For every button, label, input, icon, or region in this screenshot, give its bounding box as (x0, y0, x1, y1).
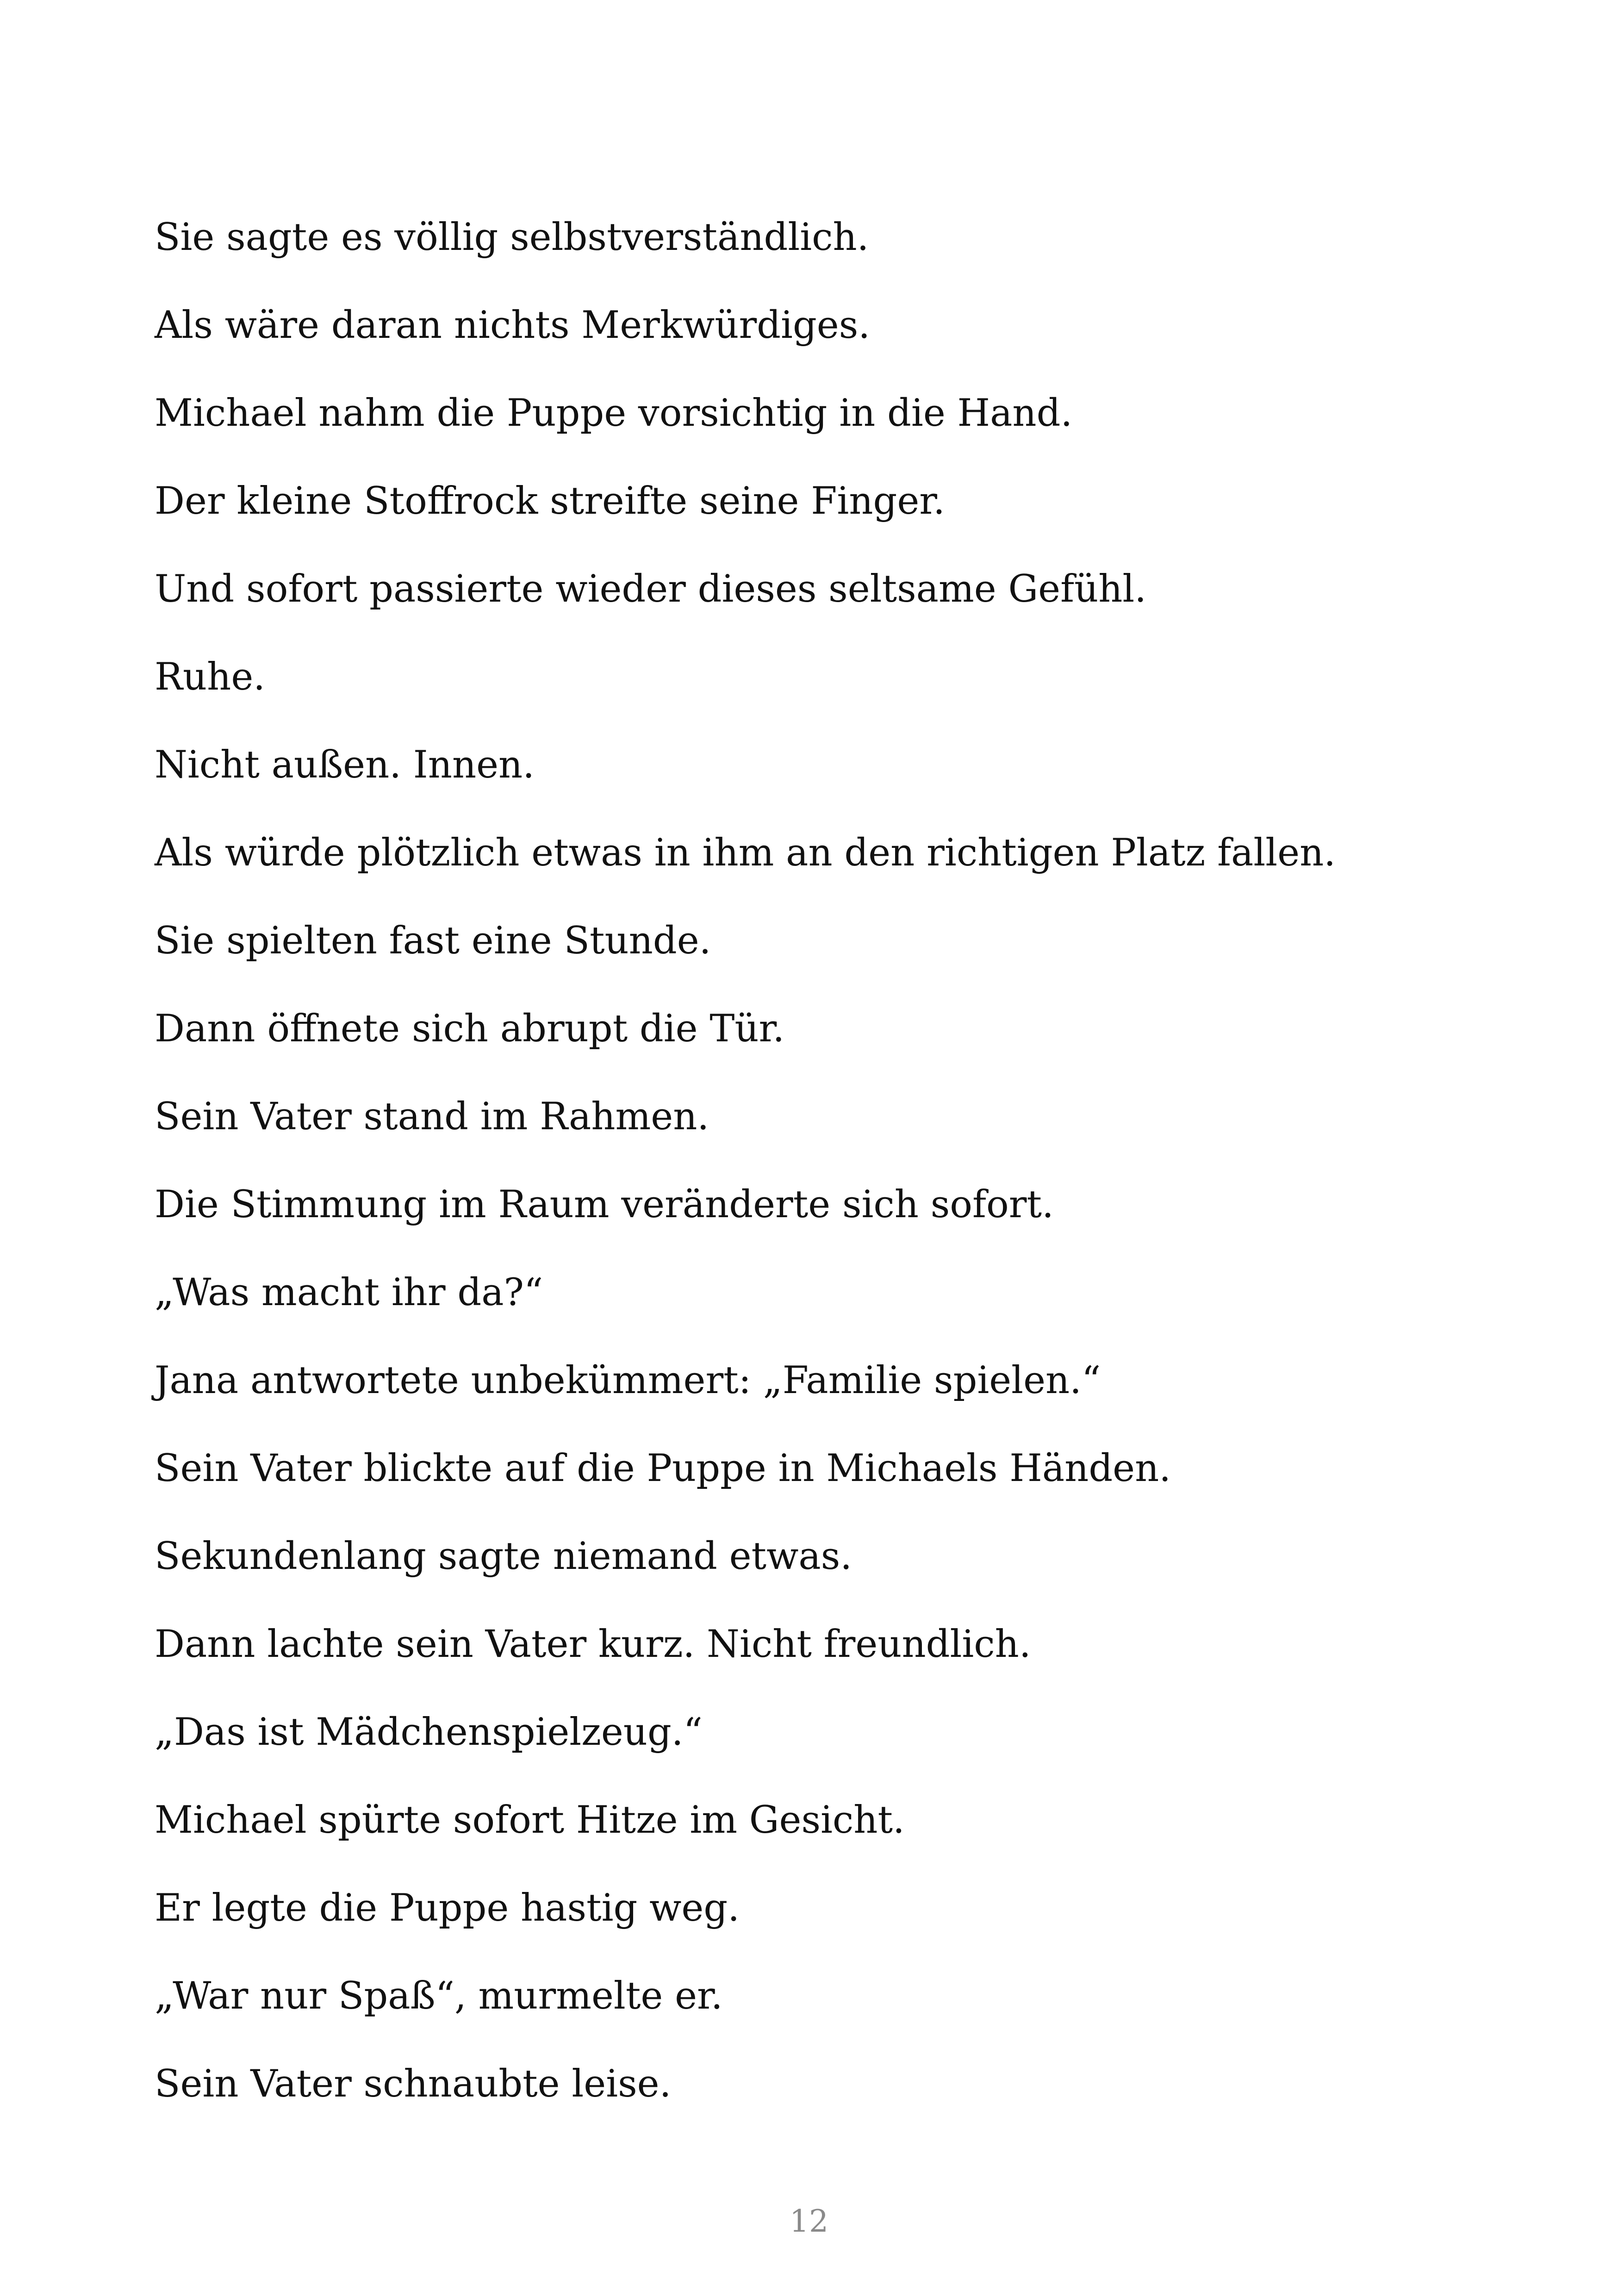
text-body (155, 193, 1497, 2128)
paragraph: Sein Vater blickte auf die Puppe in Michaels Händen. (155, 1447, 1171, 1490)
paragraph: Als würde plötzlich etwas in ihm an den richtigen Platz fallen. (155, 831, 1336, 875)
paragraph: „Was macht ihr da?“ (155, 1271, 543, 1314)
paragraph: Er legte die Puppe hastig weg. (155, 1886, 740, 1930)
paragraph: Und sofort passierte wieder dieses seltsame Gefühl. (155, 567, 1147, 611)
paragraph: Ruhe. (155, 655, 266, 699)
paragraph: Der kleine Stoffrock streifte seine Finger. (155, 479, 945, 523)
paragraph: „War nur Spaß“, murmelte er. (155, 1974, 723, 2018)
paragraph: Dann lachte sein Vater kurz. Nicht freundlich. (155, 1623, 1031, 1666)
paragraph: Sie spielten fast eine Stunde. (155, 919, 711, 963)
paragraph: Sein Vater stand im Rahmen. (155, 1095, 709, 1139)
paragraph: „Das ist Mädchenspielzeug.“ (155, 1711, 703, 1754)
paragraph: Nicht außen. Innen. (155, 743, 535, 787)
paragraph: Sekundenlang sagte niemand etwas. (155, 1535, 853, 1578)
paragraph: Michael spürte sofort Hitze im Gesicht. (155, 1798, 905, 1842)
paragraph: Als wäre daran nichts Merkwürdiges. (155, 304, 871, 347)
paragraph: Michael nahm die Puppe vorsichtig in die Hand. (155, 392, 1073, 435)
page-number: 12 (790, 2203, 828, 2239)
paragraph: Sie sagte es völlig selbstverständlich. (155, 216, 869, 259)
paragraph: Dann öffnete sich abrupt die Tür. (155, 1007, 785, 1051)
paragraph: Sein Vater schnaubte leise. (155, 2062, 672, 2106)
paragraph: Jana antwortete unbekümmert: „Familie spielen.“ (155, 1359, 1101, 1402)
paragraph: Die Stimmung im Raum veränderte sich sofort. (155, 1183, 1054, 1226)
